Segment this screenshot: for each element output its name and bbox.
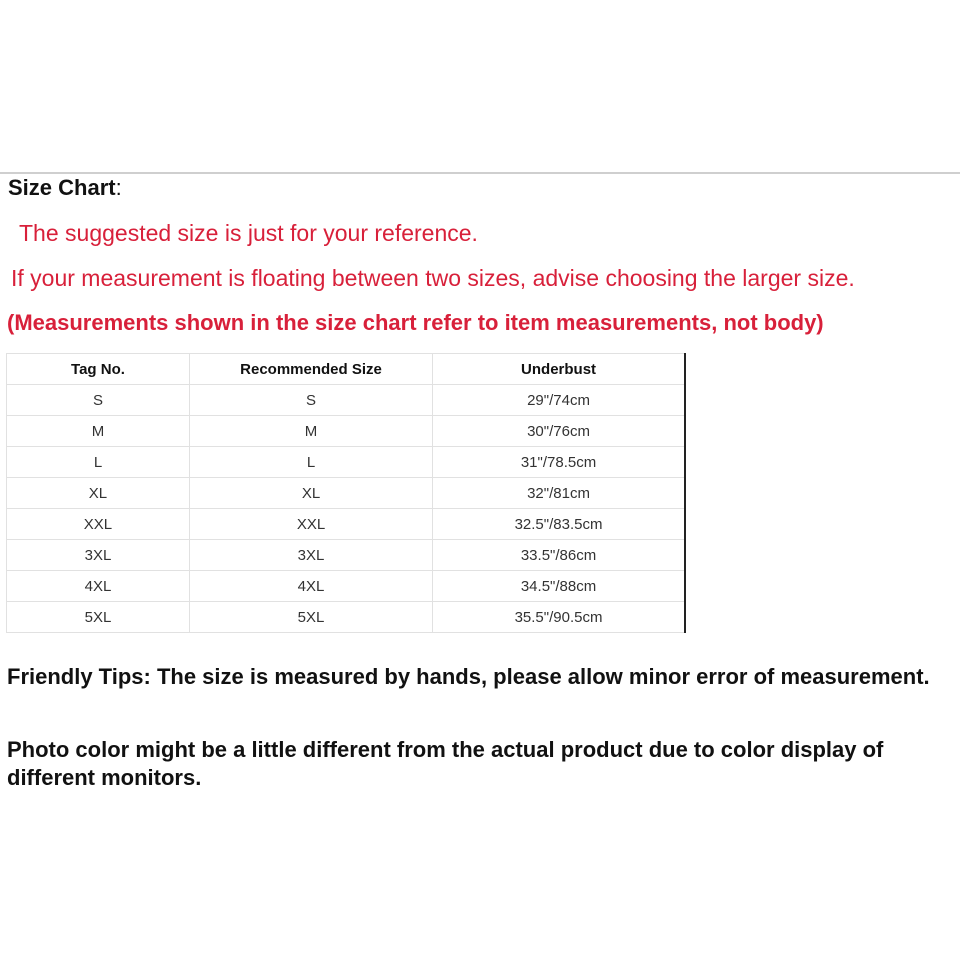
size-chart-heading xyxy=(8,174,122,202)
cell-underbust: 32.5"/83.5cm xyxy=(433,509,685,540)
size-chart-title: Size Chart xyxy=(8,175,116,200)
cell-tag: 3XL xyxy=(7,540,190,571)
color-disclaimer: Photo color might be a little different from the actual product due to color display of different monitors. xyxy=(7,737,884,790)
size-table xyxy=(6,353,686,633)
cell-tag: XXL xyxy=(7,509,190,540)
cell-underbust: 34.5"/88cm xyxy=(433,571,685,602)
cell-recommended: XL xyxy=(189,478,432,509)
cell-tag: XL xyxy=(7,478,190,509)
cell-tag: S xyxy=(7,385,190,416)
cell-recommended: 5XL xyxy=(189,602,432,633)
cell-underbust: 32"/81cm xyxy=(433,478,685,509)
cell-recommended: 4XL xyxy=(189,571,432,602)
header-tag-no: Tag No. xyxy=(7,354,190,385)
cell-underbust: 30"/76cm xyxy=(433,416,685,447)
cell-underbust: 35.5"/90.5cm xyxy=(433,602,685,633)
larger-size-note: If your measurement is floating between two sizes, advise choosing the larger size. xyxy=(11,265,855,291)
size-chart-colon: : xyxy=(115,175,122,200)
table-header-row xyxy=(7,354,686,385)
table-row xyxy=(7,385,686,416)
cell-recommended: 3XL xyxy=(189,540,432,571)
cell-tag: 4XL xyxy=(7,571,190,602)
reference-note: The suggested size is just for your reference. xyxy=(19,220,478,246)
table-row xyxy=(7,447,686,478)
measurement-note: (Measurements shown in the size chart refer to item measurements, not body) xyxy=(7,310,824,335)
cell-tag: M xyxy=(7,416,190,447)
cell-tag: L xyxy=(7,447,190,478)
header-recommended-size: Recommended Size xyxy=(189,354,432,385)
top-divider xyxy=(0,172,960,174)
cell-underbust: 31"/78.5cm xyxy=(433,447,685,478)
cell-recommended: M xyxy=(189,416,432,447)
cell-underbust: 33.5"/86cm xyxy=(433,540,685,571)
friendly-tips: Friendly Tips: The size is measured by hands, please allow minor error of measurement. xyxy=(7,664,930,689)
cell-recommended: XXL xyxy=(189,509,432,540)
table-row xyxy=(7,540,686,571)
header-underbust: Underbust xyxy=(433,354,685,385)
cell-underbust: 29"/74cm xyxy=(433,385,685,416)
cell-tag: 5XL xyxy=(7,602,190,633)
table-row xyxy=(7,478,686,509)
table-row xyxy=(7,571,686,602)
cell-recommended: L xyxy=(189,447,432,478)
cell-recommended: S xyxy=(189,385,432,416)
table-row xyxy=(7,509,686,540)
table-row xyxy=(7,602,686,633)
table-row xyxy=(7,416,686,447)
